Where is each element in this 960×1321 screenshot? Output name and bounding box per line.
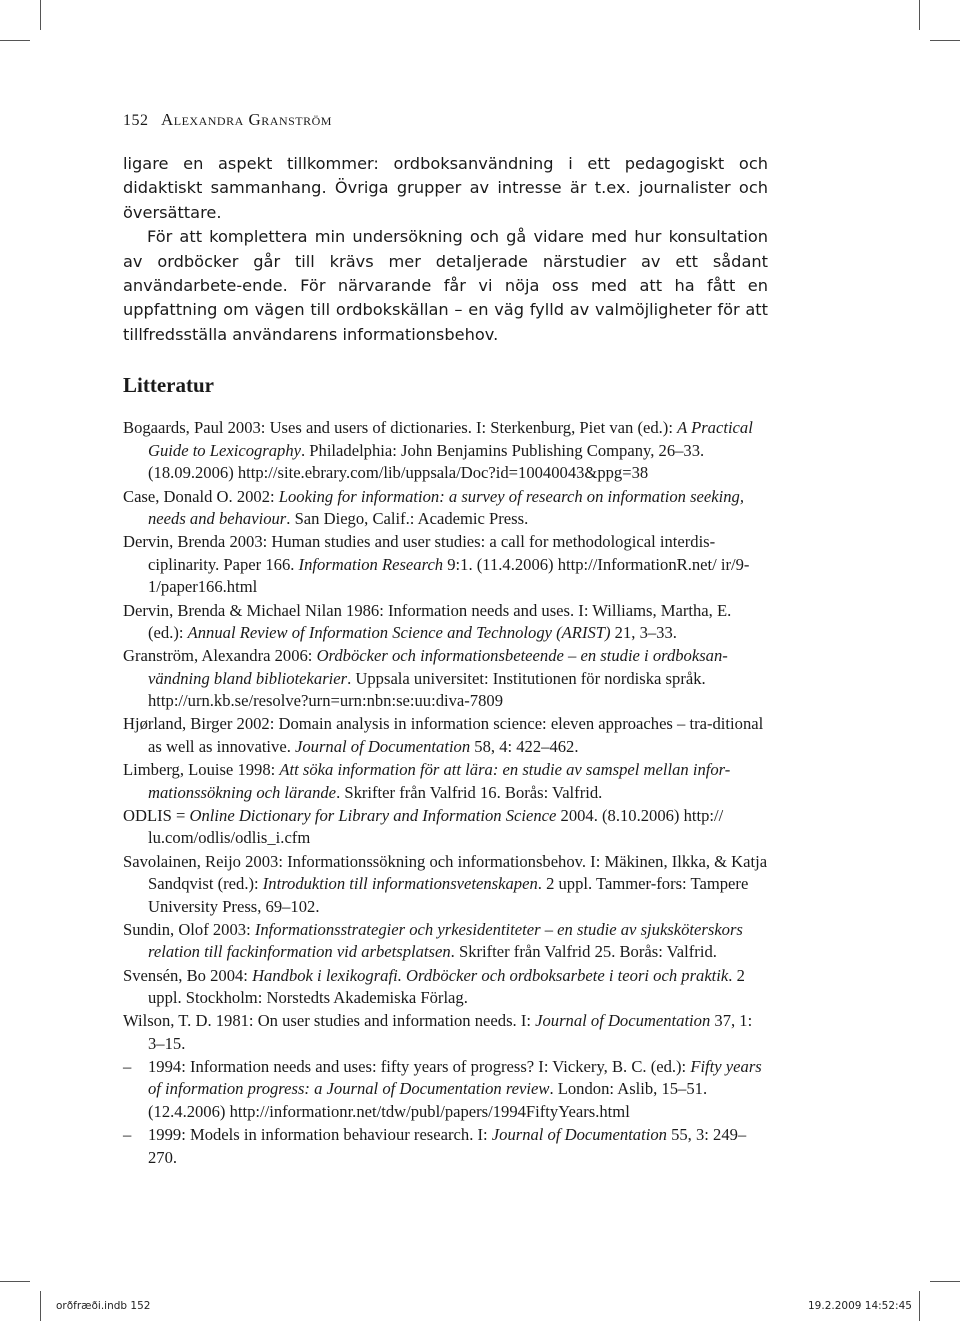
reference-text: . 2 uppl. Stockholm: Norstedts Akademiska Förlag. (148, 965, 745, 1008)
reference-text: . Skrifter från Valfrid 25. Borås: Valfrid. (450, 942, 717, 962)
running-head-author: Alexandra Granström (161, 110, 332, 129)
reference-title: Journal of Documentation (491, 1125, 667, 1145)
reference-entry (123, 851, 768, 919)
reference-title: Journal of Documentation (295, 737, 471, 757)
reference-text: 1999: Models in information behaviour research. I: (148, 1125, 492, 1145)
reference-text: Sundin, Olof 2003: (123, 919, 255, 939)
reference-text: . San Diego, Calif.: Academic Press. (286, 509, 529, 529)
reference-text: ODLIS = (123, 805, 190, 825)
reference-text: Hjørland, Birger 2002: Domain analysis in information science: eleven approaches – tra-ditional as well as innovative. (123, 714, 764, 757)
paragraph: För att komplettera min undersökning och gå vidare med hur konsultation av ordböcker går till krävs mer detaljerade närstudier av ett sådant användarbete-ende. För närvarande får vi nöja oss med att ha fått en uppfattning om vägen till ordbokskällan – en väg fylld av valmöjligheter för att tillfredsställa användarens informationsbehov. (123, 227, 768, 344)
crop-mark (0, 40, 30, 41)
reference-text: Granström, Alexandra 2006: (123, 646, 317, 666)
crop-mark (40, 0, 41, 30)
footer-file: orðfræði.indb 152 (56, 1300, 151, 1312)
crop-mark (919, 0, 920, 30)
reference-title: Ordböcker och informationsbeteende – en studie i ordboksan-vändning bland bibliotekarier (148, 646, 728, 688)
reference-text: Dervin, Brenda 2003: Human studies and user studies: a call for methodological interdis-ciplinarity. Paper 166. (123, 532, 716, 574)
reference-text: Wilson, T. D. 1981: On user studies and information needs. I: (123, 1011, 536, 1031)
reference-text: 2004. (8.10.2006) http:// lu.com/odlis/odlis_i.cfm (148, 805, 724, 848)
crop-mark (919, 1291, 920, 1321)
reference-text: . Uppsala universitet: Institutionen för nordiska språk. http://urn.kb.se/resolve?urn=urn:nbn:se:uu:diva-7809 (148, 668, 706, 711)
reference-title: Fifty years of information progress: a Journal of Documentation review (148, 1056, 762, 1099)
crop-mark (40, 1291, 41, 1321)
reference-text: 55, 3: 249–270. (148, 1125, 747, 1167)
reference-entry (123, 531, 768, 599)
reference-entry (123, 1124, 768, 1169)
reference-entry (123, 1056, 768, 1124)
reference-entry (123, 417, 768, 485)
crop-mark (930, 40, 960, 41)
body-text (123, 152, 768, 347)
reference-entry (123, 805, 768, 850)
reference-text: 58, 4: 422–462. (470, 737, 579, 757)
reference-entry (123, 486, 768, 531)
reference-text: Svensén, Bo 2004: (123, 965, 253, 985)
crop-mark (930, 1281, 960, 1282)
reference-text: Savolainen, Reijo 2003: Informationssökning och informationsbehov. I: Mäkinen, Ilkka, & Katja Sandqvist (red.): (123, 851, 768, 894)
reference-title: Information Research (298, 554, 444, 574)
reference-title: Introduktion till informationsvetenskapen (262, 874, 538, 894)
reference-title: Online Dictionary for Library and Information Science (189, 805, 557, 825)
paragraph: ligare en aspekt tillkommer: ordboksanvändning i ett pedagogiskt och didaktiskt sammanhang. Övriga grupper av intresse är t.ex. journalister och översättare. (123, 154, 768, 222)
reference-text: . Skrifter från Valfrid 16. Borås: Valfrid. (336, 782, 603, 802)
reference-title: Annual Review of Information Science and Technology (ARIST) (187, 623, 611, 643)
reference-entry (123, 645, 768, 713)
page-content (123, 108, 768, 1169)
reference-text: 9:1. (11.4.2006) http://InformationR.net/ ir/9-1/paper166.html (148, 554, 750, 597)
reference-entry (123, 965, 768, 1010)
reference-text: Bogaards, Paul 2003: Uses and users of dictionaries. I: Sterkenburg, Piet van (ed.): (123, 418, 678, 438)
reference-entry (123, 1010, 768, 1055)
reference-text: 1994: Information needs and uses: fifty years of progress? I: Vickery, B. C. (ed.): (148, 1056, 691, 1076)
running-head (123, 108, 768, 133)
footer-datetime: 19.2.2009 14:52:45 (808, 1300, 912, 1312)
section-title: Litteratur (123, 373, 214, 398)
reference-text: . London: Aslib, 15–51. (12.4.2006) http://informationr.net/tdw/publ/papers/1994FiftyYears.html (148, 1079, 708, 1122)
reference-title: Handbok i lexikografi. Ordböcker och ordboksarbete i teori och praktik (252, 965, 729, 985)
reference-title: Journal of Documentation (535, 1011, 711, 1031)
reference-text: . Philadelphia: John Benjamins Publishing Company, 26–33. (18.09.2006) http://site.ebrary.com/lib/uppsala/Doc?id=10040043&ppg=38 (148, 440, 705, 483)
reference-title: A Practical Guide to Lexicography (148, 418, 753, 460)
reference-text: . 2 uppl. Tammer-fors: Tampere University Press, 69–102. (148, 874, 749, 916)
reference-text: Case, Donald O. 2002: (123, 486, 279, 506)
ditto-dash: – (123, 1125, 132, 1145)
reference-list (123, 417, 768, 1169)
reference-text: 37, 1: 3–15. (148, 1011, 753, 1053)
reference-text: Dervin, Brenda & Michael Nilan 1986: Information needs and uses. I: Williams, Martha, E. (ed.): (123, 600, 732, 643)
ditto-dash: – (123, 1056, 132, 1076)
page-number: 152 (123, 112, 149, 129)
reference-title: Informationsstrategier och yrkesidentiteter – en studie av sjuksköterskors relation till fackinformation vid arbetsplatsen (148, 919, 743, 962)
reference-entry (123, 919, 768, 964)
reference-text: Limberg, Louise 1998: (123, 760, 280, 780)
reference-entry (123, 600, 768, 645)
reference-title: Att söka information för att lära: en studie av samspel mellan infor-mationssökning och lärande (148, 760, 731, 802)
reference-text: 21, 3–33. (610, 623, 677, 643)
reference-title: Looking for information: a survey of research on information seeking, needs and behaviour (148, 486, 744, 529)
reference-entry (123, 759, 768, 804)
reference-entry (123, 713, 768, 758)
crop-mark (0, 1281, 30, 1282)
